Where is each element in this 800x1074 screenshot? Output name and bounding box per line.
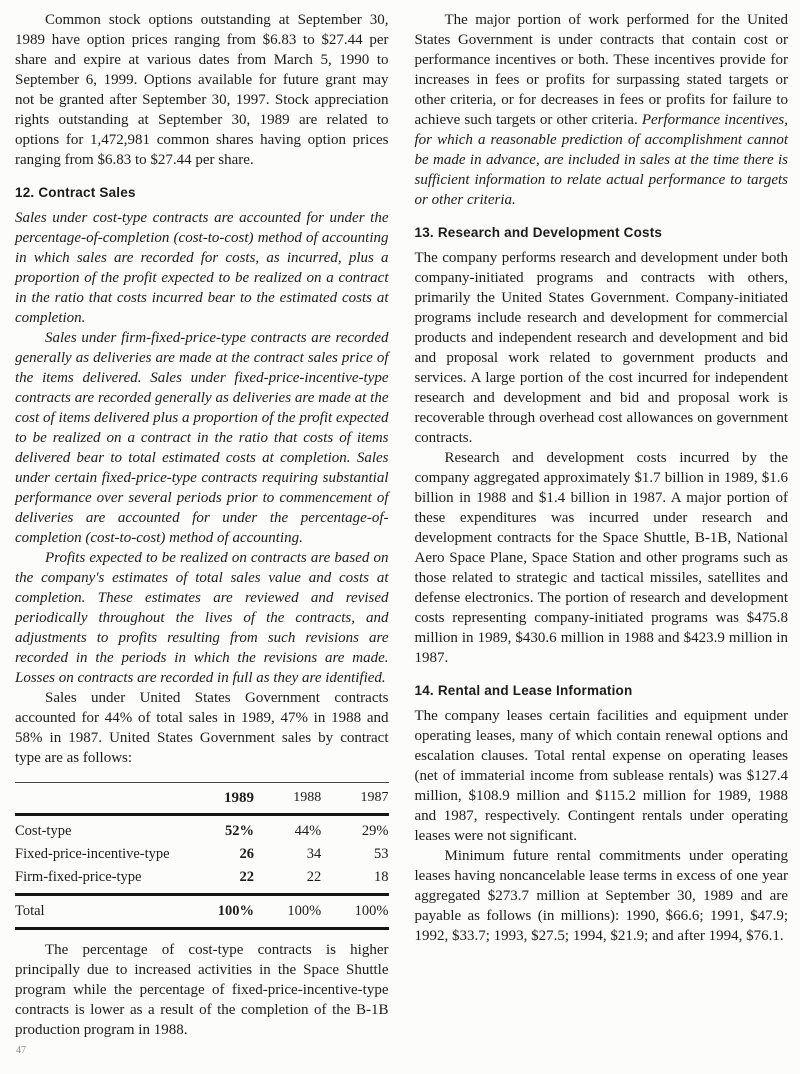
table-row xyxy=(15,865,389,895)
table-header-1987: 1987 xyxy=(360,790,389,805)
cell-1989: 22 xyxy=(239,869,255,885)
section-heading-13-research-development: 13. Research and Development Costs xyxy=(414,225,663,240)
cell-1987: 53 xyxy=(374,846,389,862)
table-row xyxy=(15,815,389,843)
paragraph-us-government-sales: Sales under United States Government contracts accounted for 44% of total sales in 1989, 47% in 1988 and 58% in 1987. United States Government sales by contract type are as follows: xyxy=(15,690,389,766)
contract-type-table xyxy=(15,782,389,930)
section-heading-12-contract-sales: 12. Contract Sales xyxy=(15,185,136,200)
cell-1989: 52% xyxy=(225,823,255,839)
total-1987: 100% xyxy=(354,903,389,919)
paragraph-rental-commitments: Minimum future rental commitments under operating leases having noncancelable lease terms in excess of one year aggregated $273.7 million at September 30, 1989 and are payable as follows (in millions): 1990, $66.6; 1991, $47.9; 1992, $33.7; 1993, $27.5; 1994, $21.9; and after 1994, $76.1. xyxy=(414,848,788,944)
table-row xyxy=(15,842,389,865)
section-heading-14-rental-lease: 14. Rental and Lease Information xyxy=(414,683,633,698)
left-column xyxy=(15,10,389,1040)
row-label: Fixed-price-incentive-type xyxy=(15,846,170,862)
paragraph-performance-incentives xyxy=(415,10,789,210)
paragraph-operating-leases: The company leases certain facilities and equipment under operating leases, many of which contain renewal options and escalation clauses. Total rental expense on operating leases (net of immaterial income from sublease rentals) was $127.4 million, $108.9 million and $115.2 million for 1989, 1988 and 1987, respectively. Contingent rentals under operating leases were not significant. xyxy=(414,708,788,844)
incentives-italic-text: Performance incentives, for which a reasonable prediction of accomplishment cannot be made in advance, are included in sales at the time there is sufficient information to relate actual performance to targets or other criteria. xyxy=(414,112,788,208)
paragraph-cost-type-percentage: The percentage of cost-type contracts is higher principally due to increased activities in the Space Shuttle program while the percentage of fixed-price-incentive-type contracts is lower as a result of the completion of the B-1B production program in 1988. xyxy=(15,942,389,1038)
cell-1987: 18 xyxy=(374,869,389,885)
row-label: Cost-type xyxy=(15,823,72,839)
cell-1988: 22 xyxy=(306,869,322,885)
table-header-empty xyxy=(15,783,187,815)
paragraph-rd-programs: The company performs research and development under both company-initiated programs and contracts with others, primarily the United States Government. Company-initiated programs include research and development for commercial products and independent research and development and bid and proposal work related to government products and services. A large portion of the cost incurred for independent research and development and bid and proposal work is recoverable through overhead cost allowances on government contracts. xyxy=(414,250,788,446)
paragraph-stock-options: Common stock options outstanding at September 30, 1989 have option prices ranging from $6.83 to $27.44 per share and expire at various dates from March 5, 1990 to September 6, 1999. Options available for future grant may not be granted after September 30, 1997. Stock appreciation rights outstanding at September 30, 1989 are related to options for 1,472,981 common shares having option prices ranging from $6.83 to $27.44 per share. xyxy=(15,12,389,168)
paragraph-cost-type-contracts: Sales under cost-type contracts are accounted for under the percentage-of-completion (cost-to-cost) method of accounting in which sales are recorded for costs, as incurred, plus a proportion of the profit expected to be realized on a contract in the ratio that costs incurred bear to the estimated costs at completion. xyxy=(15,210,389,326)
table-header-row xyxy=(15,783,389,815)
page-number: 47 xyxy=(16,1045,26,1056)
paragraph-rd-costs: Research and development costs incurred by the company aggregated approximately $1.7 billion in 1989, $1.6 billion in 1988 and $1.4 billion in 1987. A major portion of these expenditures was incurred under research and development contracts for the Space Shuttle, B-1B, National Aero Space Plane, Space Station and other programs such as those related to strategic and tactical missiles, satellites and defense electronics. The portion of research and development costs representing company-initiated programs was $475.8 million in 1989, $430.6 million in 1988 and $423.9 million in 1987. xyxy=(414,450,788,666)
right-column xyxy=(415,10,789,1040)
incentives-roman-text: The major portion of work performed for the United States Government is under contracts that contain cost or performance incentives or both. These incentives provide for increases in fees or profits for surpassing stated targets or other criteria, or for decreases in fees or profits for failure to achieve such targets or other criteria. xyxy=(414,12,788,128)
cell-1988: 44% xyxy=(294,823,322,839)
paragraph-profits-expected: Profits expected to be realized on contracts are based on the company's estimates of total sales value and costs at completion. These estimates are reviewed and revised periodically throughout the lives of the contracts, and adjustments to profits resulting from such revisions are recorded in the periods in which the revisions are made. Losses on contracts are recorded in full as they are identified. xyxy=(15,550,389,686)
paragraph-firm-fixed-price: Sales under firm-fixed-price-type contracts are recorded generally as deliveries are made at the contract sales price of the items delivered. Sales under fixed-price-incentive-type contracts are recorded generally as deliveries are made at the cost of items delivered plus a proportion of the profit expected to be realized on a contract in the ratio that costs of items delivered bear to total estimated costs at completion. Sales under certain fixed-price-type contracts requiring substantial performance over several periods prior to commencement of deliveries are accounted for under the percentage-of-completion (cost-to-cost) method of accounting. xyxy=(15,330,389,546)
total-label: Total xyxy=(15,903,45,919)
table-header-1988: 1988 xyxy=(293,790,322,805)
table-total-row xyxy=(15,895,389,929)
total-1988: 100% xyxy=(287,903,322,919)
cell-1988: 34 xyxy=(306,846,322,862)
table-header-1989: 1989 xyxy=(224,790,255,806)
row-label: Firm-fixed-price-type xyxy=(15,869,142,885)
total-1989: 100% xyxy=(217,903,255,919)
cell-1989: 26 xyxy=(239,846,255,862)
cell-1987: 29% xyxy=(361,823,389,839)
